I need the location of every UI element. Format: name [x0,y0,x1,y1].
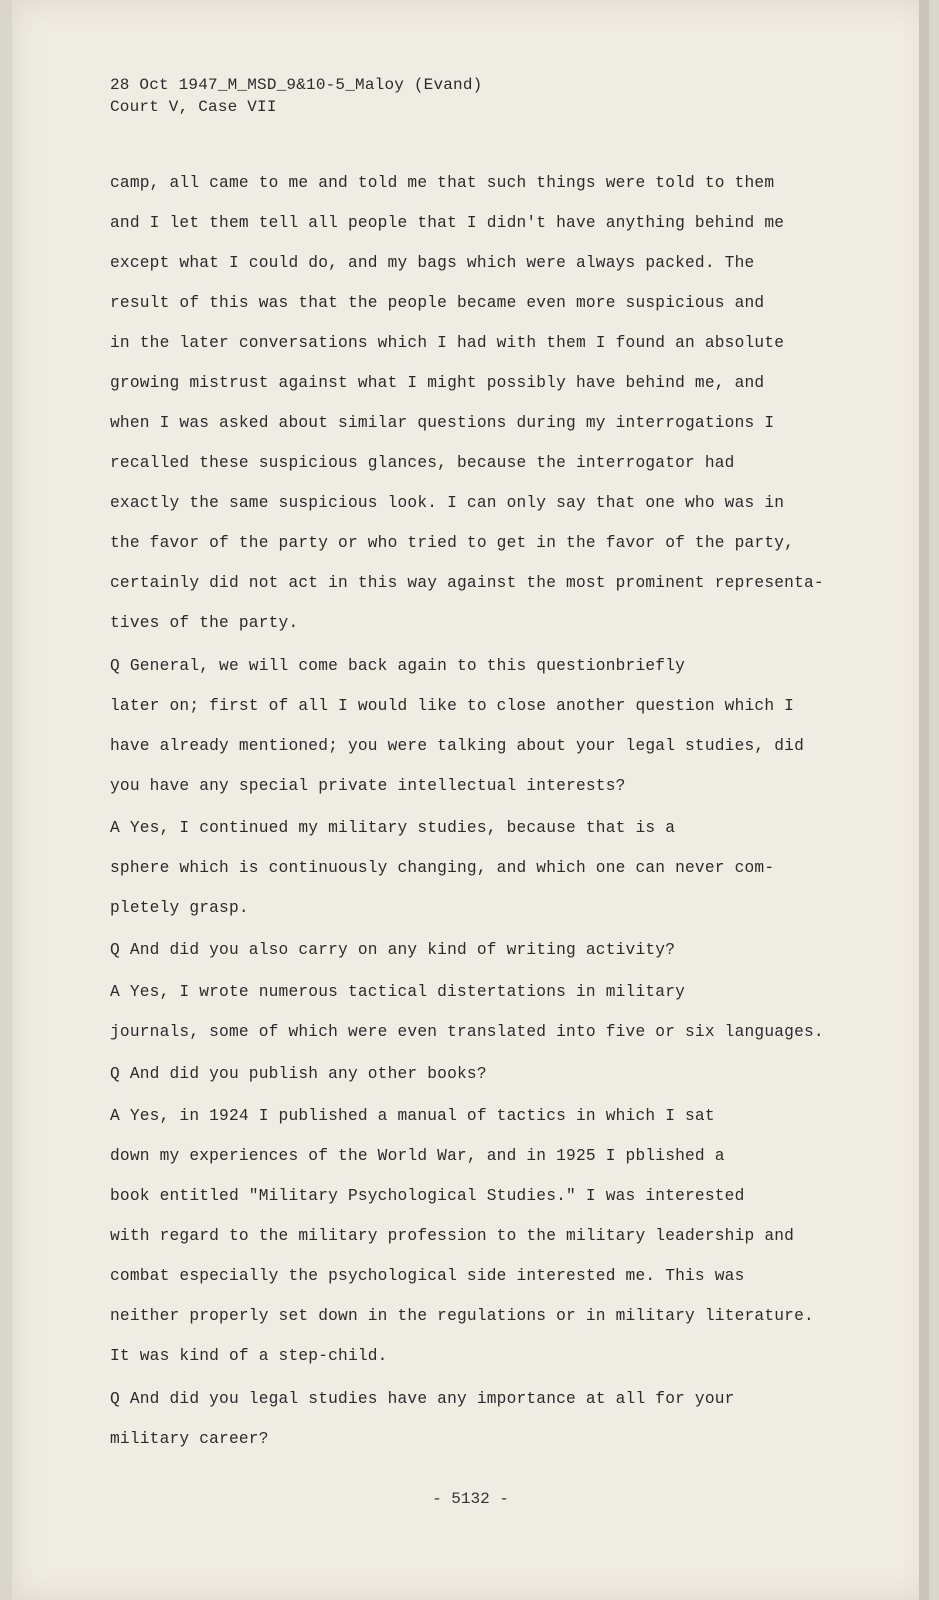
text-line: It was kind of a step-child. [110,1347,388,1365]
text-line: camp, all came to me and told me that such things were told to them [110,174,775,192]
text-line: and I let them tell all people that I didn't have anything behind me [110,214,785,232]
header-court-line: Court V, Case VII [110,98,277,116]
page-edge [919,0,929,1600]
text-line: later on; first of all I would like to close another question which I [110,697,795,715]
answer-line: A Yes, I continued my military studies, because that is a [110,819,676,837]
text-line: exactly the same suspicious look. I can only say that one who was in [110,494,785,512]
text-line: in the later conversations which I had with them I found an absolute [110,334,785,352]
text-line: have already mentioned; you were talking about your legal studies, did [110,737,804,755]
text-line: sphere which is continuously changing, and which one can never com- [110,859,775,877]
text-line: journals, some of which were even translated into five or six languages. [110,1023,824,1041]
question-line: Q And did you legal studies have any importance at all for your [110,1390,735,1408]
question-line: Q And did you publish any other books? [110,1065,487,1083]
text-line: combat especially the psychological side interested me. This was [110,1267,745,1285]
text-line: when I was asked about similar questions during my interrogations I [110,414,775,432]
page-number: - 5132 - [432,1490,509,1508]
text-line: book entitled "Military Psychological Studies." I was interested [110,1187,745,1205]
question-line: Q General, we will come back again to this questionbriefly [110,657,686,675]
header-date-line: 28 Oct 1947_M_MSD_9&10-5_Maloy (Evand) [110,76,483,94]
text-line: result of this was that the people became even more suspicious and [110,294,765,312]
text-line: except what I could do, and my bags which were always packed. The [110,254,755,272]
document-page [12,0,929,1600]
text-line: neither properly set down in the regulations or in military literature. [110,1307,814,1325]
text-line: tives of the party. [110,614,299,632]
text-line: recalled these suspicious glances, because the interrogator had [110,454,735,472]
text-line: pletely grasp. [110,899,249,917]
text-line: military career? [110,1430,269,1448]
text-line: with regard to the military profession to the military leadership and [110,1227,795,1245]
text-line: the favor of the party or who tried to get in the favor of the party, [110,534,795,552]
answer-line: A Yes, I wrote numerous tactical distertations in military [110,983,686,1001]
text-line: growing mistrust against what I might possibly have behind me, and [110,374,765,392]
answer-line: A Yes, in 1924 I published a manual of tactics in which I sat [110,1107,715,1125]
text-line: down my experiences of the World War, and in 1925 I pblished a [110,1147,725,1165]
text-line: you have any special private intellectual interests? [110,777,626,795]
text-line: certainly did not act in this way against the most prominent representa- [110,574,824,592]
question-line: Q And did you also carry on any kind of writing activity? [110,941,676,959]
